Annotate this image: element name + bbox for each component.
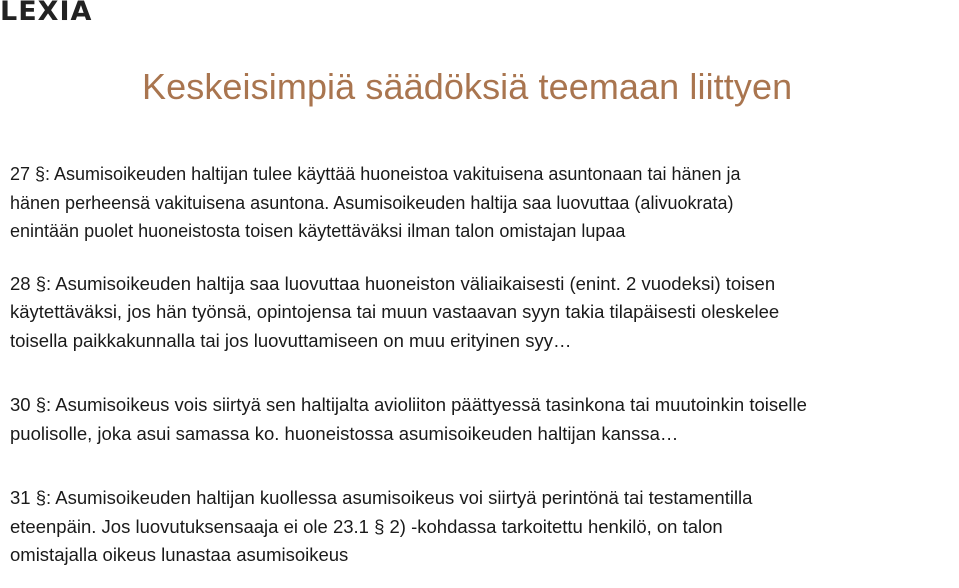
- lexia-logo: [0, 0, 92, 26]
- paragraph-section-31: 31 §: Asumisoikeuden haltijan kuollessa asumisoikeus voi siirtyä perintönä tai testamentilla eteenpäin. Jos luovutuksensaaja ei ole 23.1 § 2) -kohdassa tarkoitettu henkilö, on talon omistajalla oikeus lunastaa asumisoikeus: [10, 487, 753, 565]
- paragraph-section-27: 27 §: Asumisoikeuden haltijan tulee käyttää huoneistoa vakituisena asuntonaan tai hänen ja hänen perheensä vakituisena asuntona. Asumisoikeuden haltija saa luovuttaa (alivuokrata) enintään puolet huoneistosta toisen käytettäväksi ilman talon omistajan lupaa: [10, 164, 741, 241]
- paragraph-section-30: 30 §: Asumisoikeus vois siirtyä sen haltijalta avioliiton päättyessä tasinkona tai muutoinkin toiselle puolisolle, joka asui samassa ko. huoneistossa asumisoikeuden haltijan kanssa…: [10, 394, 807, 444]
- logo-text: LEXIA: [0, 0, 93, 27]
- slide-title: Keskeisimpiä säädöksiä teemaan liittyen: [142, 66, 793, 107]
- slide-content: [10, 160, 945, 570]
- paragraph-section-28: 28 §: Asumisoikeuden haltija saa luovuttaa huoneiston väliaikaisesti (enint. 2 vuodeksi) toisen käytettäväksi, jos hän työnsä, opintojensa tai muun vastaavan syyn takia tilapäisesti oleskelee toisella paikkakunnalla tai jos luovuttamiseen on muu erityinen syy…: [10, 272, 780, 351]
